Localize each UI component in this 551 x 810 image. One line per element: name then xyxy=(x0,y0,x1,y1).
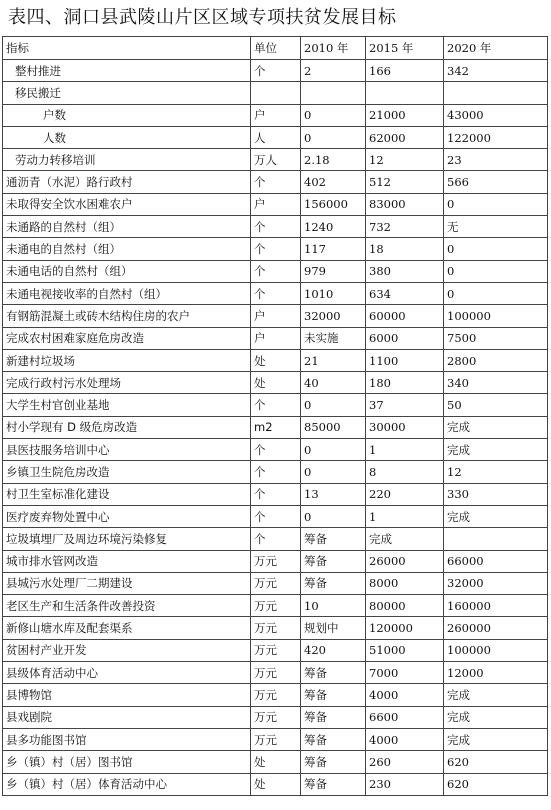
unit-cell: 个 xyxy=(251,461,301,483)
header-2015: 2015 年 xyxy=(366,37,444,60)
indicator-cell: 城市排水管网改造 xyxy=(3,550,251,572)
table-row xyxy=(3,684,548,706)
header-unit: 单位 xyxy=(251,37,301,60)
unit-cell: 个 xyxy=(251,394,301,416)
value-2020-cell xyxy=(444,528,548,550)
indicator-cell: 县博物馆 xyxy=(3,684,251,706)
value-2015-cell: 37 xyxy=(366,394,444,416)
table-row xyxy=(3,394,548,416)
unit-cell: 个 xyxy=(251,60,301,82)
unit-cell: 个 xyxy=(251,238,301,260)
value-2010-cell: 规划中 xyxy=(301,617,366,639)
unit-cell: 户 xyxy=(251,193,301,215)
value-2020-cell: 0 xyxy=(444,260,548,282)
value-2010-cell: 筹备 xyxy=(301,728,366,750)
value-2015-cell: 732 xyxy=(366,216,444,238)
unit-cell: 万元 xyxy=(251,595,301,617)
value-2015-cell: 18 xyxy=(366,238,444,260)
indicator-cell: 县级体育活动中心 xyxy=(3,662,251,684)
table-row xyxy=(3,260,548,282)
indicator-cell: 有钢筋混凝土或砖木结构住房的农户 xyxy=(3,305,251,327)
indicator-cell: 完成行政村污水处理场 xyxy=(3,372,251,394)
unit-cell: 万人 xyxy=(251,149,301,171)
unit-cell: 处 xyxy=(251,773,301,795)
table-row xyxy=(3,706,548,728)
unit-cell: 个 xyxy=(251,439,301,461)
value-2020-cell: 100000 xyxy=(444,639,548,661)
value-2020-cell: 12000 xyxy=(444,662,548,684)
value-2015-cell: 51000 xyxy=(366,639,444,661)
value-2010-cell: 筹备 xyxy=(301,662,366,684)
value-2015-cell: 180 xyxy=(366,372,444,394)
value-2010-cell: 1010 xyxy=(301,282,366,304)
indicator-cell: 整村推进 xyxy=(3,60,251,82)
value-2015-cell: 26000 xyxy=(366,550,444,572)
value-2020-cell: 100000 xyxy=(444,305,548,327)
table-row xyxy=(3,372,548,394)
value-2010-cell: 筹备 xyxy=(301,751,366,773)
unit-cell xyxy=(251,82,301,104)
value-2010-cell: 筹备 xyxy=(301,572,366,594)
unit-cell: 户 xyxy=(251,104,301,126)
value-2020-cell: 620 xyxy=(444,773,548,795)
indicator-cell: 贫困村产业开发 xyxy=(3,639,251,661)
value-2015-cell: 4000 xyxy=(366,728,444,750)
value-2015-cell: 6600 xyxy=(366,706,444,728)
table-row xyxy=(3,149,548,171)
value-2010-cell: 2.18 xyxy=(301,149,366,171)
table-row xyxy=(3,439,548,461)
value-2015-cell: 220 xyxy=(366,483,444,505)
table-row xyxy=(3,572,548,594)
indicator-cell: 户数 xyxy=(3,104,251,126)
value-2010-cell: 979 xyxy=(301,260,366,282)
indicator-cell: 垃圾填埋厂及周边环境污染修复 xyxy=(3,528,251,550)
table-row xyxy=(3,126,548,148)
value-2010-cell: 筹备 xyxy=(301,773,366,795)
value-2015-cell: 21000 xyxy=(366,104,444,126)
targets-table xyxy=(2,36,548,796)
table-row xyxy=(3,305,548,327)
table-row xyxy=(3,238,548,260)
value-2020-cell: 0 xyxy=(444,193,548,215)
unit-cell: 个 xyxy=(251,282,301,304)
value-2015-cell: 83000 xyxy=(366,193,444,215)
indicator-cell: 完成农村困难家庭危房改造 xyxy=(3,327,251,349)
value-2010-cell: 未实施 xyxy=(301,327,366,349)
value-2010-cell: 13 xyxy=(301,483,366,505)
value-2015-cell: 1100 xyxy=(366,349,444,371)
unit-cell: 万元 xyxy=(251,728,301,750)
value-2015-cell: 60000 xyxy=(366,305,444,327)
unit-cell: 人 xyxy=(251,126,301,148)
indicator-cell: 通沥青（水泥）路行政村 xyxy=(3,171,251,193)
unit-cell: 万元 xyxy=(251,572,301,594)
indicator-cell: 乡（镇）村（居）图书馆 xyxy=(3,751,251,773)
indicator-cell: 未通电的自然村（组） xyxy=(3,238,251,260)
value-2010-cell: 32000 xyxy=(301,305,366,327)
value-2020-cell: 0 xyxy=(444,282,548,304)
value-2015-cell: 12 xyxy=(366,149,444,171)
value-2015-cell: 完成 xyxy=(366,528,444,550)
value-2015-cell: 260 xyxy=(366,751,444,773)
value-2010-cell xyxy=(301,82,366,104)
value-2010-cell: 117 xyxy=(301,238,366,260)
value-2020-cell: 0 xyxy=(444,238,548,260)
value-2010-cell: 0 xyxy=(301,126,366,148)
value-2020-cell: 7500 xyxy=(444,327,548,349)
value-2010-cell: 1240 xyxy=(301,216,366,238)
table-row xyxy=(3,60,548,82)
table-row xyxy=(3,773,548,795)
value-2010-cell: 10 xyxy=(301,595,366,617)
indicator-cell: 大学生村官创业基地 xyxy=(3,394,251,416)
value-2010-cell: 筹备 xyxy=(301,706,366,728)
table-row xyxy=(3,550,548,572)
value-2020-cell: 122000 xyxy=(444,126,548,148)
unit-cell: 个 xyxy=(251,528,301,550)
indicator-cell: 劳动力转移培训 xyxy=(3,149,251,171)
unit-cell: m2 xyxy=(251,416,301,438)
table-row xyxy=(3,728,548,750)
value-2010-cell: 156000 xyxy=(301,193,366,215)
unit-cell: 户 xyxy=(251,327,301,349)
indicator-cell: 村小学现有 D 级危房改造 xyxy=(3,416,251,438)
unit-cell: 个 xyxy=(251,260,301,282)
table-title: 表四、洞口县武陵山片区区域专项扶贫发展目标 xyxy=(8,7,397,28)
value-2010-cell: 0 xyxy=(301,439,366,461)
value-2015-cell xyxy=(366,82,444,104)
value-2020-cell: 340 xyxy=(444,372,548,394)
indicator-cell: 未取得安全饮水困难农户 xyxy=(3,193,251,215)
value-2020-cell: 342 xyxy=(444,60,548,82)
value-2020-cell: 完成 xyxy=(444,706,548,728)
indicator-cell: 县城污水处理厂二期建设 xyxy=(3,572,251,594)
unit-cell: 处 xyxy=(251,372,301,394)
table-row xyxy=(3,416,548,438)
value-2015-cell: 1 xyxy=(366,505,444,527)
table-row xyxy=(3,595,548,617)
value-2020-cell: 566 xyxy=(444,171,548,193)
value-2020-cell: 23 xyxy=(444,149,548,171)
value-2010-cell: 402 xyxy=(301,171,366,193)
value-2020-cell: 完成 xyxy=(444,728,548,750)
indicator-cell: 乡（镇）村（居）体育活动中心 xyxy=(3,773,251,795)
value-2010-cell: 21 xyxy=(301,349,366,371)
indicator-cell: 未通电话的自然村（组） xyxy=(3,260,251,282)
table-row xyxy=(3,461,548,483)
table-row xyxy=(3,327,548,349)
header-2020: 2020 年 xyxy=(444,37,548,60)
unit-cell: 个 xyxy=(251,216,301,238)
table-row xyxy=(3,349,548,371)
indicator-cell: 未通路的自然村（组） xyxy=(3,216,251,238)
table-row xyxy=(3,104,548,126)
unit-cell: 万元 xyxy=(251,706,301,728)
value-2015-cell: 30000 xyxy=(366,416,444,438)
value-2015-cell: 4000 xyxy=(366,684,444,706)
value-2010-cell: 筹备 xyxy=(301,528,366,550)
value-2015-cell: 512 xyxy=(366,171,444,193)
table-row xyxy=(3,282,548,304)
value-2010-cell: 40 xyxy=(301,372,366,394)
table-row xyxy=(3,751,548,773)
unit-cell: 个 xyxy=(251,171,301,193)
indicator-cell: 未通电视接收率的自然村（组） xyxy=(3,282,251,304)
value-2020-cell: 完成 xyxy=(444,416,548,438)
header-indicator: 指标 xyxy=(3,37,251,60)
value-2020-cell: 完成 xyxy=(444,505,548,527)
unit-cell: 万元 xyxy=(251,662,301,684)
value-2020-cell: 完成 xyxy=(444,684,548,706)
indicator-cell: 村卫生室标准化建设 xyxy=(3,483,251,505)
unit-cell: 处 xyxy=(251,751,301,773)
unit-cell: 个 xyxy=(251,483,301,505)
value-2015-cell: 1 xyxy=(366,439,444,461)
value-2015-cell: 7000 xyxy=(366,662,444,684)
value-2015-cell: 8000 xyxy=(366,572,444,594)
value-2015-cell: 230 xyxy=(366,773,444,795)
indicator-cell: 新建村垃圾场 xyxy=(3,349,251,371)
value-2010-cell: 0 xyxy=(301,394,366,416)
indicator-cell: 医疗废弃物处置中心 xyxy=(3,505,251,527)
value-2015-cell: 80000 xyxy=(366,595,444,617)
table-row xyxy=(3,639,548,661)
value-2015-cell: 634 xyxy=(366,282,444,304)
value-2015-cell: 120000 xyxy=(366,617,444,639)
indicator-cell: 县多功能图书馆 xyxy=(3,728,251,750)
value-2020-cell: 完成 xyxy=(444,439,548,461)
header-2010: 2010 年 xyxy=(301,37,366,60)
value-2020-cell: 43000 xyxy=(444,104,548,126)
value-2010-cell: 420 xyxy=(301,639,366,661)
unit-cell: 万元 xyxy=(251,550,301,572)
indicator-cell: 乡镇卫生院危房改造 xyxy=(3,461,251,483)
unit-cell: 处 xyxy=(251,349,301,371)
unit-cell: 万元 xyxy=(251,617,301,639)
table-row xyxy=(3,483,548,505)
value-2020-cell: 无 xyxy=(444,216,548,238)
table-row xyxy=(3,216,548,238)
value-2020-cell: 50 xyxy=(444,394,548,416)
value-2015-cell: 8 xyxy=(366,461,444,483)
value-2015-cell: 62000 xyxy=(366,126,444,148)
value-2020-cell: 12 xyxy=(444,461,548,483)
unit-cell: 万元 xyxy=(251,684,301,706)
value-2010-cell: 0 xyxy=(301,505,366,527)
indicator-cell: 人数 xyxy=(3,126,251,148)
table-row xyxy=(3,662,548,684)
value-2020-cell: 260000 xyxy=(444,617,548,639)
value-2010-cell: 0 xyxy=(301,104,366,126)
value-2010-cell: 0 xyxy=(301,461,366,483)
value-2010-cell: 2 xyxy=(301,60,366,82)
value-2010-cell: 筹备 xyxy=(301,684,366,706)
value-2020-cell: 32000 xyxy=(444,572,548,594)
indicator-cell: 移民搬迁 xyxy=(3,82,251,104)
value-2020-cell: 330 xyxy=(444,483,548,505)
value-2010-cell: 85000 xyxy=(301,416,366,438)
unit-cell: 个 xyxy=(251,505,301,527)
table-row xyxy=(3,528,548,550)
value-2010-cell: 筹备 xyxy=(301,550,366,572)
value-2020-cell: 160000 xyxy=(444,595,548,617)
value-2015-cell: 380 xyxy=(366,260,444,282)
unit-cell: 户 xyxy=(251,305,301,327)
indicator-cell: 老区生产和生活条件改善投资 xyxy=(3,595,251,617)
indicator-cell: 新修山塘水库及配套渠系 xyxy=(3,617,251,639)
value-2020-cell: 2800 xyxy=(444,349,548,371)
header-row xyxy=(3,37,548,60)
table-row xyxy=(3,171,548,193)
unit-cell: 万元 xyxy=(251,639,301,661)
value-2015-cell: 166 xyxy=(366,60,444,82)
table-row xyxy=(3,505,548,527)
table-row xyxy=(3,193,548,215)
value-2020-cell: 620 xyxy=(444,751,548,773)
indicator-cell: 县医技服务培训中心 xyxy=(3,439,251,461)
table-row xyxy=(3,82,548,104)
indicator-cell: 县戏剧院 xyxy=(3,706,251,728)
value-2020-cell xyxy=(444,82,548,104)
value-2015-cell: 6000 xyxy=(366,327,444,349)
value-2020-cell: 66000 xyxy=(444,550,548,572)
table-row xyxy=(3,617,548,639)
